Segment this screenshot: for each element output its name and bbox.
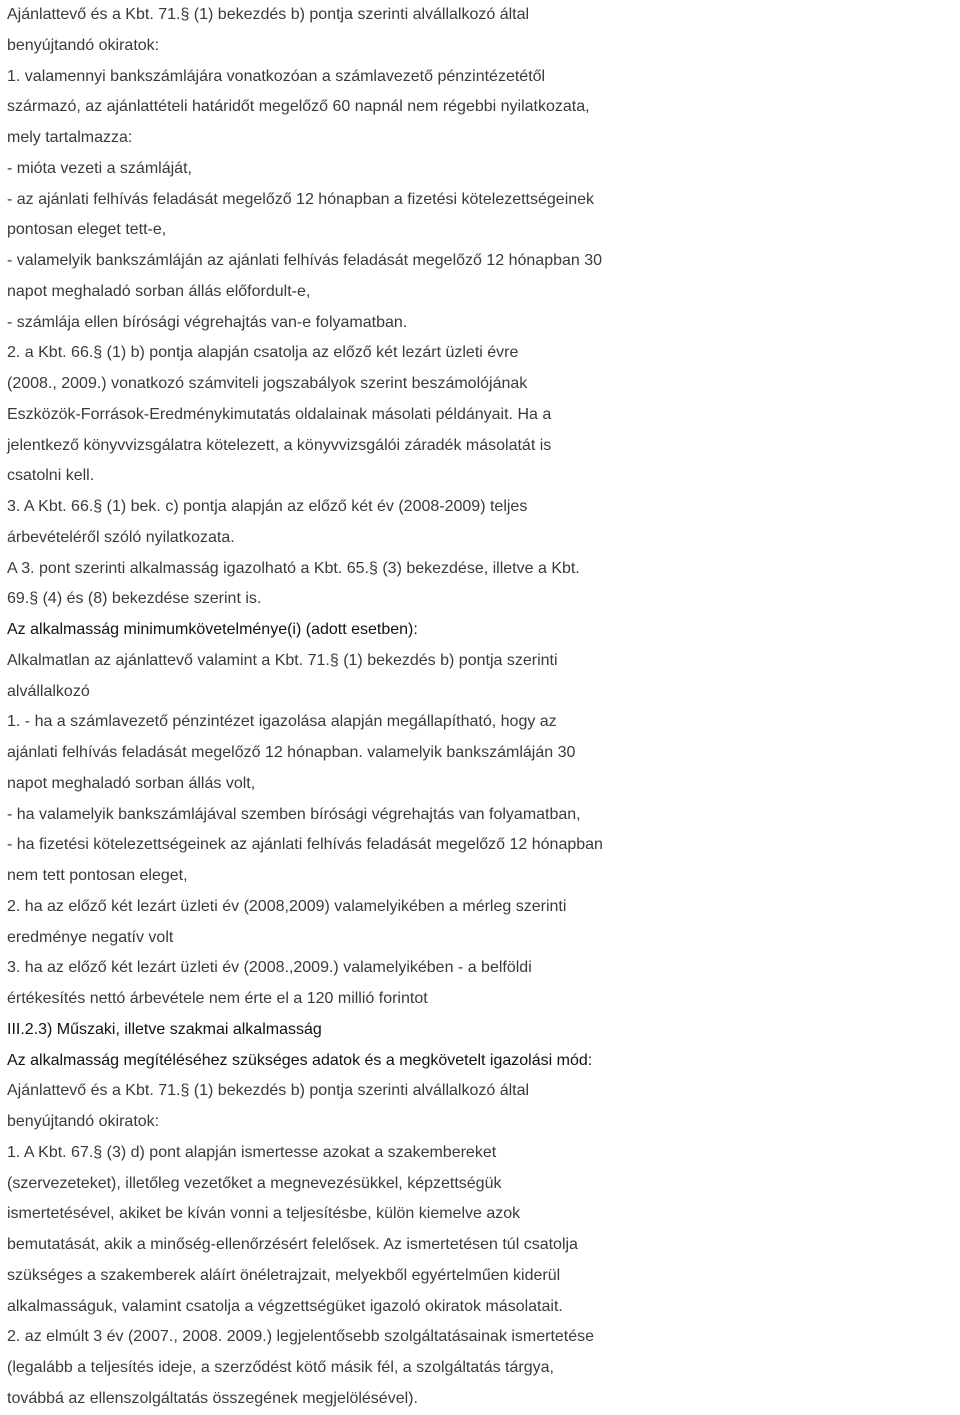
text-line: - ha valamelyik bankszámlájával szemben bírósági végrehajtás van folyamatban, — [7, 805, 581, 823]
text-line: napot meghaladó sorban állás volt, — [7, 774, 256, 792]
text-line: Az alkalmasság megítéléséhez szükséges adatok és a megkövetelt igazolási mód: — [7, 1051, 593, 1069]
text-line: szükséges a szakemberek aláírt önéletrajzait, melyekből egyértelműen kiderül — [7, 1266, 561, 1284]
text-line: Eszközök-Források-Eredménykimutatás oldalainak másolati példányait. Ha a — [7, 405, 552, 423]
text-line: 69.§ (4) és (8) bekezdése szerint is. — [7, 590, 262, 608]
text-line: 3. ha az előző két lezárt üzleti év (2008.,2009.) valamelyikében - a belföldi — [7, 959, 532, 977]
text-line: (2008., 2009.) vonatkozó számviteli jogszabályok szerint beszámolójának — [7, 375, 528, 392]
text-line: 3. A Kbt. 66.§ (1) bek. c) pontja alapján az előző két év (2008-2009) teljes — [7, 498, 528, 515]
text-line: 1. - ha a számlavezető pénzintézet igazolása alapján megállapítható, hogy az — [7, 713, 557, 731]
text-line: - ha fizetési kötelezettségeinek az ajánlati felhívás feladását megelőző 12 hónapban — [7, 836, 603, 854]
text-line: 2. a Kbt. 66.§ (1) b) pontja alapján csatolja az előző két lezárt üzleti évre — [7, 344, 519, 362]
text-line: eredménye negatív volt — [7, 928, 174, 946]
text-line: Ajánlattevő és a Kbt. 71.§ (1) bekezdés b) pontja szerinti alvállalkozó által — [7, 1082, 530, 1100]
text-line: ajánlati felhívás feladását megelőző 12 hónapban. valamelyik bankszámláján 30 — [7, 744, 576, 761]
text-line: - az ajánlati felhívás feladását megelőző 12 hónapban a fizetési kötelezettségeinek — [7, 190, 595, 208]
text-line: (legalább a teljesítés ideje, a szerződést kötő másik fél, a szolgáltatás tárgya, — [7, 1359, 554, 1376]
text-line: - valamelyik bankszámláján az ajánlati felhívás feladását megelőző 12 hónapban 30 — [7, 252, 603, 269]
text-line: Alkalmatlan az ajánlattevő valamint a Kbt. 71.§ (1) bekezdés b) pontja szerinti — [7, 651, 558, 669]
text-line: - számlája ellen bírósági végrehajtás van-e folyamatban. — [7, 313, 408, 331]
text-line: napot meghaladó sorban állás előfordult-e, — [7, 282, 311, 300]
text-line: A 3. pont szerinti alkalmasság igazolható a Kbt. 65.§ (3) bekezdése, illetve a Kbt. — [7, 559, 580, 577]
section-heading: III.2.3) Műszaki, illetve szakmai alkalmasság — [7, 1020, 322, 1038]
text-line: benyújtandó okiratok: — [7, 36, 160, 54]
text-line: Ajánlattevő és a Kbt. 71.§ (1) bekezdés b) pontja szerinti alvállalkozó által — [7, 6, 530, 23]
text-line: - mióta vezeti a számláját, — [7, 159, 192, 177]
text-line: továbbá az ellenszolgáltatás összegének megjelölésével). — [7, 1389, 418, 1407]
text-line: 1. valamennyi bankszámlájára vonatkozóan a számlavezető pénzintézetétől — [7, 67, 546, 85]
text-line: mely tartalmazza: — [7, 129, 133, 146]
text-line: alvállalkozó — [7, 682, 90, 700]
text-line: értékesítés nettó árbevétele nem érte el a 120 millió forintot — [7, 990, 428, 1007]
text-line: árbevételéről szóló nyilatkozata. — [7, 528, 235, 546]
text-line: 2. az elmúlt 3 év (2007., 2008. 2009.) legjelentősebb szolgáltatásainak ismertetése — [7, 1328, 595, 1346]
text-line: bemutatását, akik a minőség-ellenőrzésért felelősek. Az ismertetésen túl csatolja — [7, 1236, 578, 1253]
text-line: pontosan eleget tett-e, — [7, 221, 167, 239]
text-line: alkalmasságuk, valamint csatolja a végzettségüket igazoló okiratok másolatait. — [7, 1297, 563, 1315]
text-line: származó, az ajánlattételi határidőt megelőző 60 napnál nem régebbi nyilatkozata, — [7, 98, 590, 116]
text-line: csatolni kell. — [7, 467, 95, 485]
text-line: (szervezeteket), illetőleg vezetőket a megnevezésükkel, képzettségük — [7, 1174, 502, 1192]
text-line: benyújtandó okiratok: — [7, 1113, 160, 1130]
text-line: jelentkező könyvvizsgálatra kötelezett, a könyvvizsgálói záradék másolatát is — [7, 436, 552, 454]
text-line: nem tett pontosan eleget, — [7, 867, 188, 884]
text-line: 2. ha az előző két lezárt üzleti év (2008,2009) valamelyikében a mérleg szerinti — [7, 897, 567, 915]
text-line: Az alkalmasság minimumkövetelménye(i) (adott esetben): — [7, 621, 418, 638]
text-line: ismertetésével, akiket be kíván vonni a teljesítésbe, külön kiemelve azok — [7, 1205, 521, 1223]
text-line: 1. A Kbt. 67.§ (3) d) pont alapján ismertesse azokat a szakembereket — [7, 1143, 497, 1161]
